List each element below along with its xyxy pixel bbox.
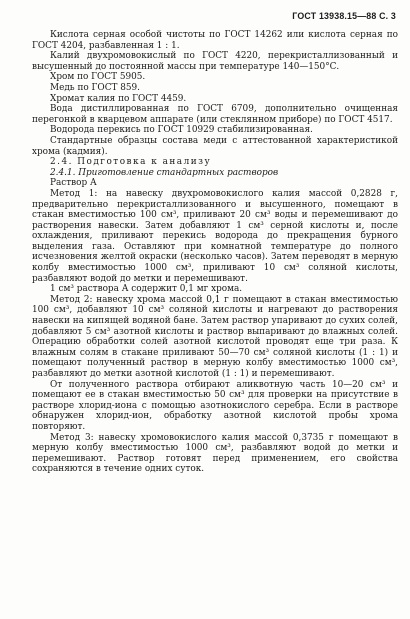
paragraph-aliquot-check: От полученного раствора отбирают аликвотную часть 10—20 см³ и помещают ее в стакан вместимостью 50 см³ для проверки на присутствие в растворе хлорид-иона с помощью азотнокислого серебра. Если в растворе обнаружен хлорид-ион, обработку азотной кислотой пробы хрома повторяют. bbox=[32, 379, 398, 432]
page-header: ГОСТ 13938.15—88 С. 3 bbox=[292, 11, 396, 21]
paragraph-standard-samples: Стандартные образцы состава меди с аттестованной характеристикой хрома (кадмия). bbox=[32, 135, 398, 157]
paragraph-sulfuric-acid: Кислота серная особой чистоты по ГОСТ 14262 или кислота серная по ГОСТ 4204, разбавленная 1 : 1. bbox=[32, 30, 398, 51]
subsection-heading-2-4-1: 2.4.1. Приготовление стандартных растворов bbox=[50, 167, 279, 178]
paragraph-distilled-water: Вода дистиллированная по ГОСТ 6709, дополнительно очищенная перегонкой в кварцевом аппарате (или стеклянном приборе) по ГОСТ 4517. bbox=[32, 104, 398, 125]
paragraph-method-3: Метод 3: навеску хромовокислого калия массой 0,3735 г помещают в мерную колбу вместимостью 1000 см³, разбавляют водой до метки и перемешивают. Раствор готовят перед применением, его свойства сохраняются в течение одних суток. bbox=[32, 432, 398, 475]
paragraph-potassium-chromate: Хромат калия по ГОСТ 4459. bbox=[50, 93, 187, 104]
paragraph-hydrogen-peroxide: Водорода перекись по ГОСТ 10929 стабилизированная. bbox=[50, 125, 313, 136]
paragraph-method-1: Метод 1: на навеску двухромовокислого калия массой 0,2828 г, предварительно перекристаллизованного и высушенного, помещают в стакан вместимостью 100 см³, приливают 20 см³ воды и перемешивают до растворения навески. Затем добавляют 1 см³ серной кислоты и, после охлаждения, приливают перекись водорода до прекращения бурного выделения газа. Оставляют при комнатной температуре до полного исчезновения желтой окраски (несколько часов). Затем переводят в мерную колбу вместимостью 1000 см³, приливают 10 см³ соляной кислоты, разбавляют водой до метки и перемешивают. bbox=[32, 188, 398, 284]
paragraph-copper: Медь по ГОСТ 859. bbox=[50, 82, 140, 93]
section-heading-2-4: 2.4. Подготовка к анализу bbox=[50, 157, 212, 168]
paragraph-method-2: Метод 2: навеску хрома массой 0,1 г помещают в стакан вместимостью 100 см³, добавляют 10 см³ соляной кислоты и нагревают до растворения навески на кипящей водяной бане. Затем раствор упаривают до сухих солей, добавляют 5 см³ азотной кислоты и раствор выпаривают до влажных солей. Операцию обработки солей азотной кислотой проводят еще три раза. К влажным солям в стакане приливают 50—70 см³ соляной кислоты (1 : 1) и помещают полученный раствор в мерную колбу вместимостью 1000 см³, разбавляют до метки азотной кислотой (1 : 1) и перемешивают. bbox=[32, 294, 398, 379]
document-body bbox=[32, 30, 398, 475]
paragraph-solution-a-content: 1 см³ раствора А содержит 0,1 мг хрома. bbox=[50, 284, 243, 295]
solution-a-heading: Раствор А bbox=[50, 178, 97, 189]
paragraph-chromium: Хром по ГОСТ 5905. bbox=[50, 72, 146, 83]
paragraph-potassium-dichromate: Калий двухромовокислый по ГОСТ 4220, перекристаллизованный и высушенный до постоянной массы при температуре 140—150°С. bbox=[32, 51, 398, 72]
